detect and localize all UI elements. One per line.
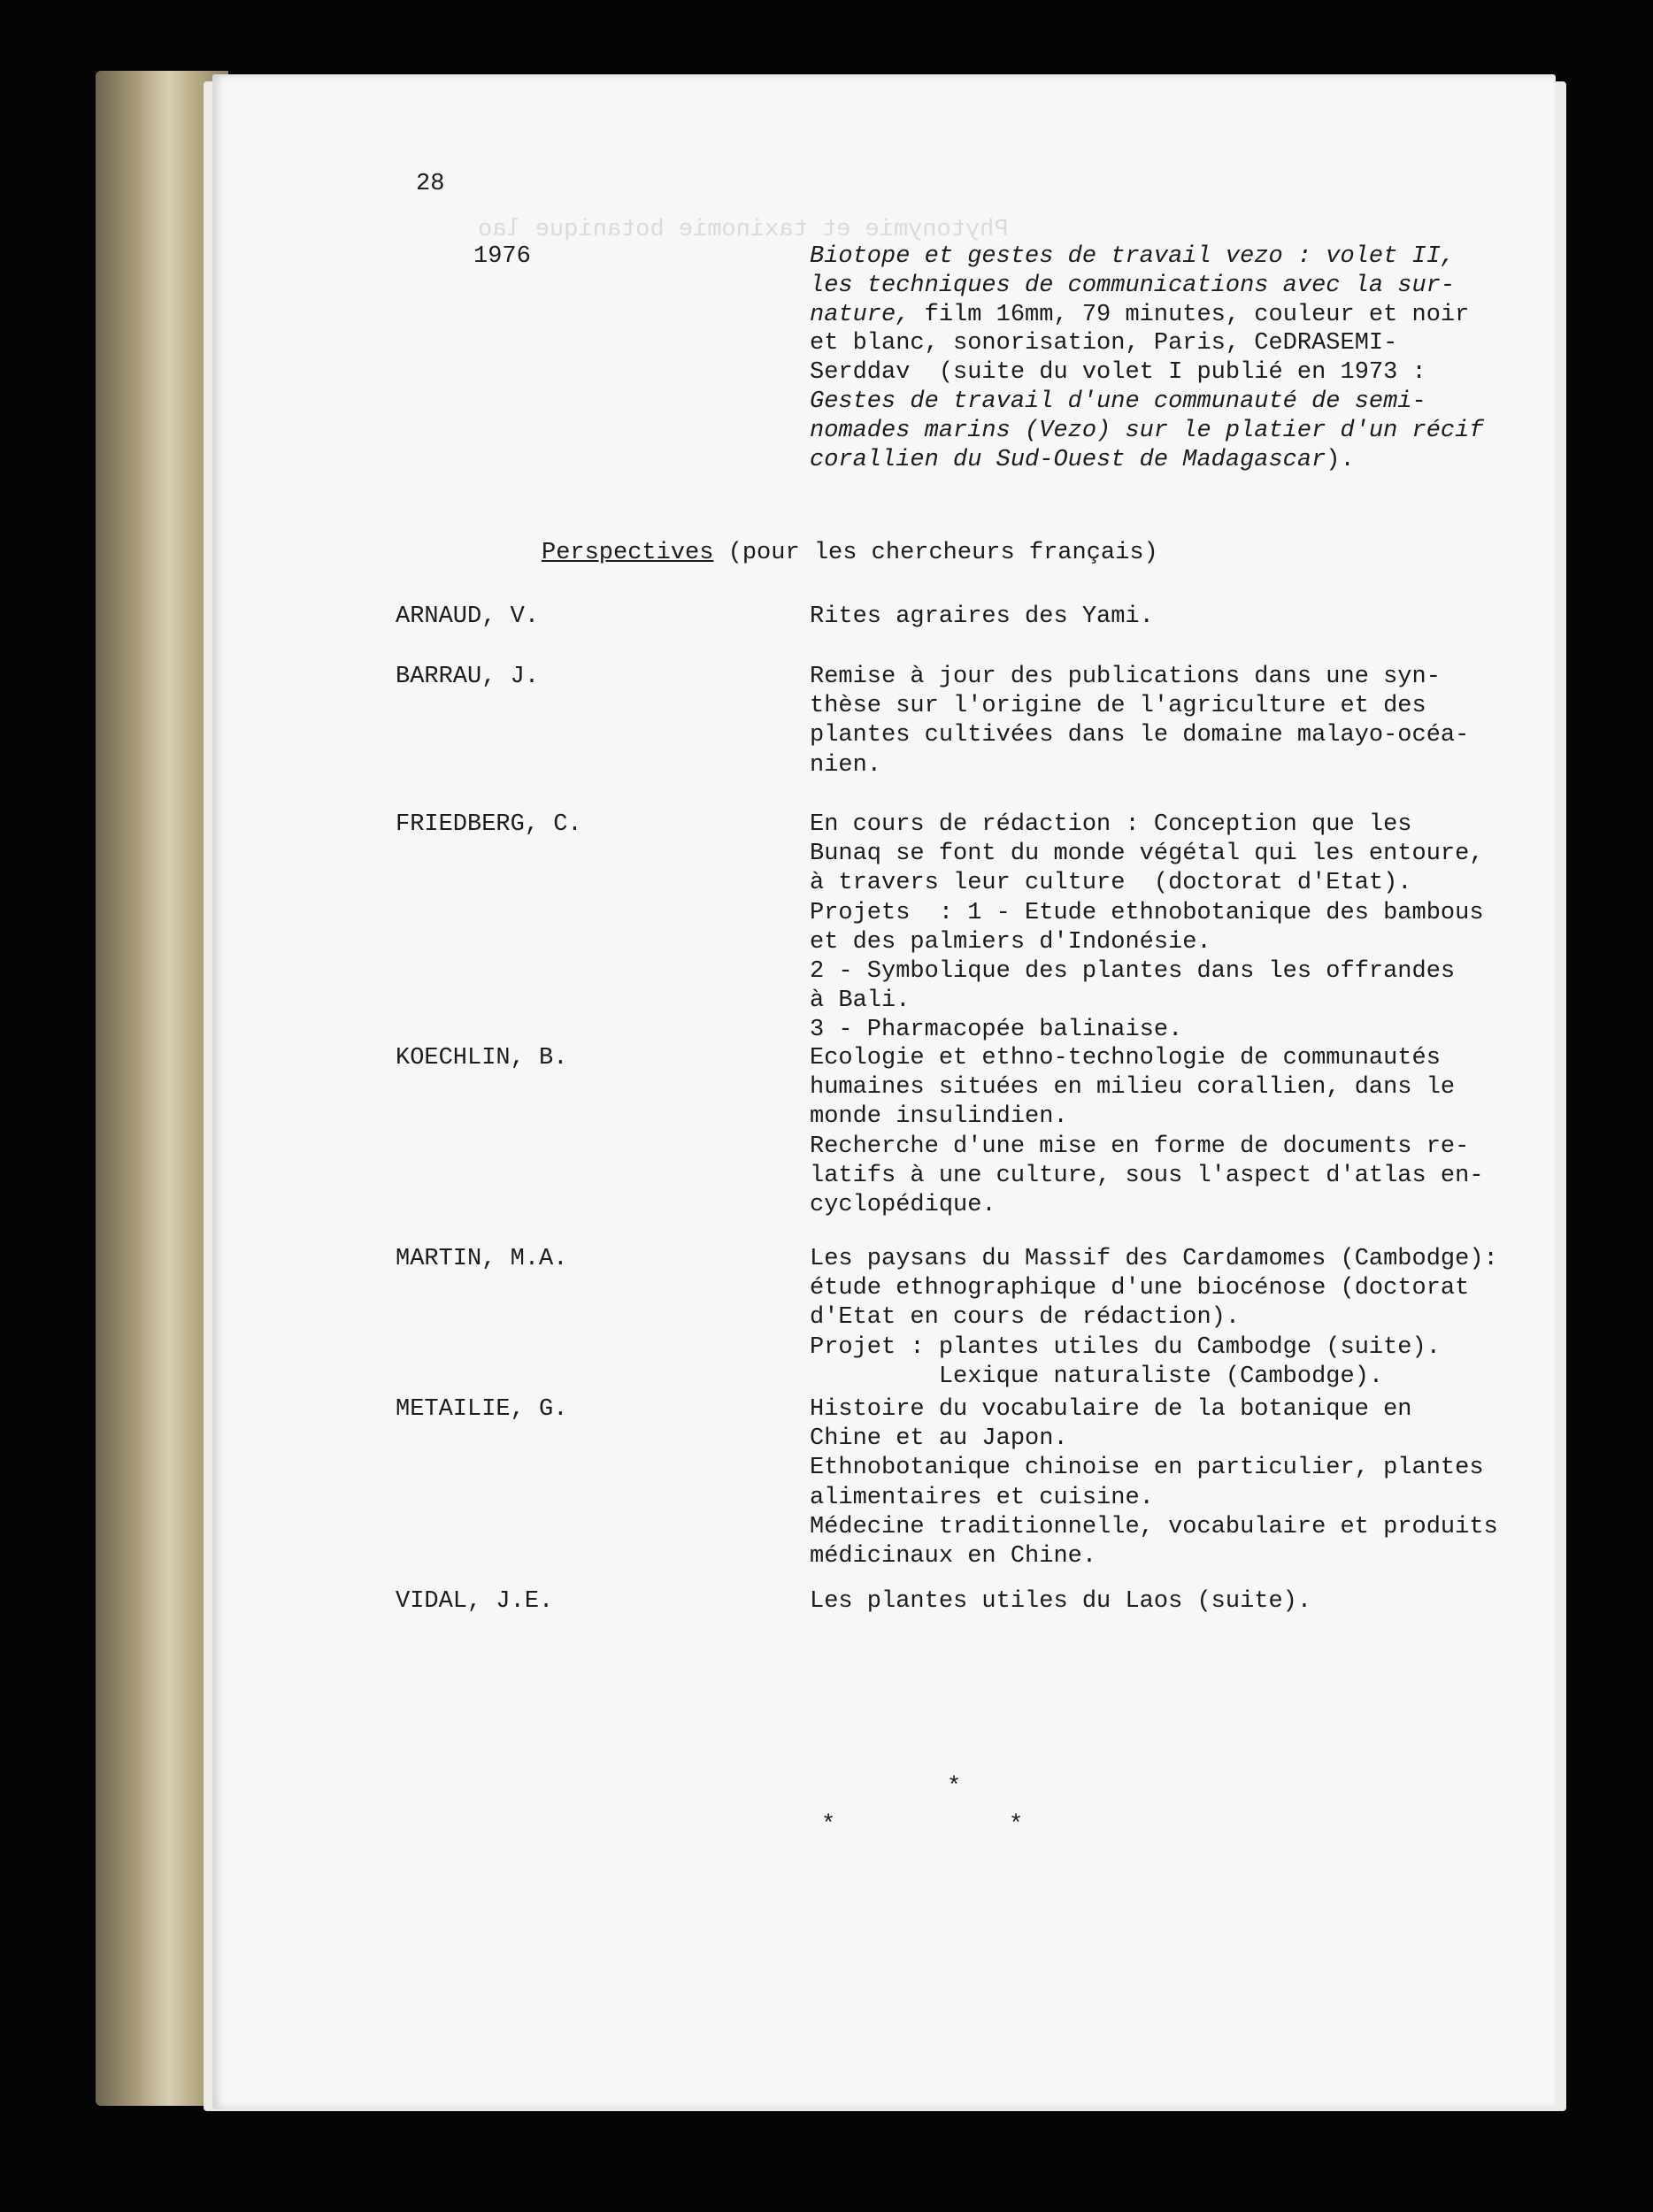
- researcher-description-line: 3 - Pharmacopée balinaise.: [810, 1017, 1183, 1044]
- researcher-description-line: Remise à jour des publications dans une syn-: [810, 664, 1441, 690]
- researcher-description-line: plantes cultivées dans le domaine malayo-océa-: [810, 722, 1470, 749]
- researcher-name: MARTIN, M.A.: [396, 1246, 568, 1272]
- researcher-description-line: Rites agraires des Yami.: [810, 603, 1154, 630]
- entry-italic-segment: Gestes de travail d'une communauté de semi-: [810, 388, 1426, 415]
- section-heading-underlined: Perspectives: [542, 540, 714, 566]
- researcher-description-line: Lexique naturaliste (Cambodge).: [810, 1363, 1384, 1390]
- researcher-description-line: médicinaux en Chine.: [810, 1543, 1097, 1570]
- asterisk: *: [1009, 1812, 1024, 1839]
- researcher-description-line: Histoire du vocabulaire de la botanique en: [810, 1396, 1412, 1423]
- researcher-description-line: à Bali.: [810, 987, 911, 1015]
- researcher-description-line: Les paysans du Massif des Cardamomes (Cambodge):: [810, 1246, 1498, 1272]
- entry-line: [810, 242, 1455, 272]
- entry-line: [810, 417, 1484, 446]
- researcher-description-line: et des palmiers d'Indonésie.: [810, 928, 1211, 956]
- researcher-description-line: Chine et au Japon.: [810, 1425, 1068, 1453]
- researcher-name: ARNAUD, V.: [396, 603, 540, 630]
- entry-year: 1976: [473, 243, 531, 270]
- entry-italic-segment: Biotope et gestes de travail vezo : volet II,: [810, 243, 1456, 270]
- researcher-description-line: nien.: [810, 751, 882, 779]
- entry-italic-segment: nomades marins (Vezo) sur le platier d'un récif: [810, 417, 1484, 444]
- entry-segment: Serddav (suite du volet I publié en 1973 :: [810, 359, 1426, 387]
- researcher-description-line: En cours de rédaction : Conception que les: [810, 811, 1412, 838]
- researcher-description-line: Recherche d'une mise en forme de documents re-: [810, 1133, 1470, 1160]
- entry-segment: et blanc, sonorisation, Paris, CeDRASEMI-: [810, 330, 1398, 357]
- show-through-text: Phytonymie et taxinomie botanique lao: [478, 217, 1009, 243]
- researcher-name: METAILIE, G.: [396, 1396, 568, 1423]
- researcher-description-line: Bunaq se font du monde végétal qui les entoure,: [810, 841, 1484, 868]
- researcher-description-line: cyclopédique.: [810, 1192, 996, 1218]
- researcher-description-line: étude ethnographique d'une biocénose (doctorat: [810, 1275, 1470, 1302]
- section-heading: [542, 539, 1158, 568]
- researcher-description-line: monde insulindien.: [810, 1103, 1068, 1131]
- researcher-description-line: thèse sur l'origine de l'agriculture et des: [810, 693, 1426, 720]
- researcher-name: KOECHLIN, B.: [396, 1045, 568, 1071]
- section-heading-rest: (pour les chercheurs français): [713, 540, 1158, 566]
- entry-line: [810, 446, 1355, 475]
- researcher-description-line: 2 - Symbolique des plantes dans les offrandes: [810, 958, 1456, 985]
- page-number: 28: [416, 171, 445, 197]
- researcher-description-line: alimentaires et cuisine.: [810, 1484, 1154, 1511]
- researcher-description-line: humaines situées en milieu corallien, dans le: [810, 1074, 1456, 1102]
- researcher-description-line: Projets : 1 - Etude ethnobotanique des bambous: [810, 899, 1484, 926]
- entry-segment: ).: [1326, 446, 1355, 473]
- entry-italic-segment: les techniques de communications avec la sur-: [810, 272, 1456, 299]
- entry-italic-segment: corallien du Sud-Ouest de Madagascar: [810, 446, 1326, 473]
- researcher-description-line: Médecine traditionnelle, vocabulaire et produits: [810, 1513, 1498, 1540]
- entry-segment: film 16mm, 79 minutes, couleur et noir: [910, 301, 1470, 328]
- entry-line: [810, 358, 1426, 388]
- entry-italic-segment: nature,: [810, 301, 911, 328]
- researcher-name: BARRAU, J.: [396, 664, 540, 690]
- researcher-description-line: Les plantes utiles du Laos (suite).: [810, 1588, 1312, 1615]
- asterisk: *: [821, 1812, 836, 1839]
- entry-line: [810, 388, 1426, 417]
- entry-line: [810, 301, 1469, 330]
- asterisk: *: [947, 1774, 962, 1801]
- researcher-description-line: d'Etat en cours de rédaction).: [810, 1304, 1241, 1332]
- researcher-description-line: Ethnobotanique chinoise en particulier, plantes: [810, 1455, 1484, 1482]
- researcher-description-line: à travers leur culture (doctorat d'Etat).: [810, 870, 1412, 897]
- entry-line: [810, 329, 1397, 358]
- researcher-name: FRIEDBERG, C.: [396, 811, 582, 838]
- document-page: [212, 74, 1556, 2109]
- researcher-name: VIDAL, J.E.: [396, 1588, 554, 1615]
- researcher-description-line: Ecologie et ethno-technologie de communautés: [810, 1045, 1441, 1071]
- researcher-description-line: Projet : plantes utiles du Cambodge (suite).: [810, 1333, 1441, 1361]
- researcher-description-line: latifs à une culture, sous l'aspect d'atlas en-: [810, 1162, 1484, 1189]
- entry-line: [810, 272, 1455, 301]
